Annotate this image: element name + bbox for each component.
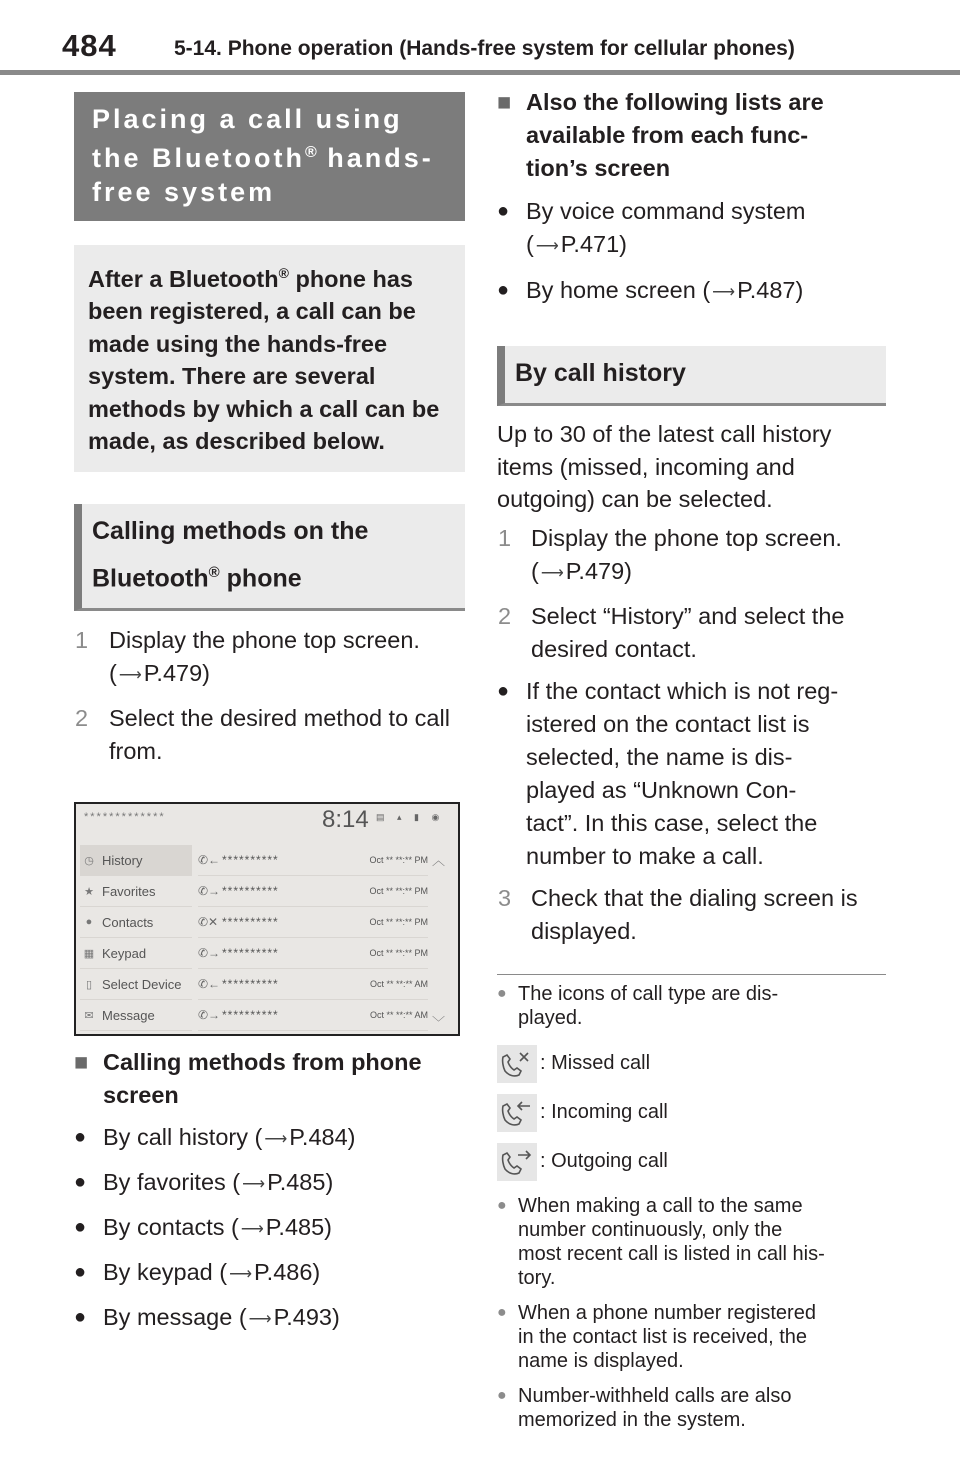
bullet-icon: ●: [74, 1126, 87, 1149]
call-history-list: [198, 845, 428, 1031]
menu-item-contacts[interactable]: ● Contacts: [80, 907, 192, 938]
menu-item-history[interactable]: ◷ History: [80, 845, 192, 876]
call-history-steps: [497, 522, 886, 948]
outgoing-call-icon: ✆→: [198, 884, 221, 899]
bullet-icon: ●: [74, 1216, 87, 1239]
step: 2 Select the desired method to call from.: [75, 705, 450, 765]
call-row[interactable]: ✆✕ ********** Oct ** **:** PM: [198, 907, 428, 938]
note-bullet-icon: ●: [497, 984, 507, 1002]
device-icon: ▯: [85, 978, 93, 991]
bullet-icon: ●: [497, 200, 510, 222]
call-row[interactable]: ✆→ ********** Oct ** **:** PM: [198, 938, 428, 969]
bullet-icon: ●: [74, 1261, 87, 1284]
menu-item-keypad[interactable]: ▦ Keypad: [80, 938, 192, 969]
page-header: [0, 0, 960, 78]
note-bullet-icon: ●: [497, 1303, 507, 1321]
chapter-title: 5-14. Phone operation (Hands-free system for cellular phones): [174, 37, 795, 60]
phone-screen-screenshot: [74, 802, 460, 1036]
note: ● When a phone number registered in the contact list is received, the name is displayed.: [497, 1301, 816, 1372]
square-bullet-icon: ■: [74, 1049, 89, 1076]
person-icon: ●: [85, 916, 93, 929]
list-item: ● By call history ( ⟶P.484): [74, 1121, 465, 1157]
list-item: ● If the contact which is not reg- istered on the contact list is selected, the name is dis- played as “Unknown Con- tact”. In this case, select the number to make a call.: [497, 675, 886, 873]
subheading-phone-screen: ■ Calling methods from phone screen: [74, 1046, 465, 1112]
header-rule: [0, 70, 960, 75]
bullet-icon: ●: [74, 1171, 87, 1194]
arrow-right-icon: ⟶: [118, 667, 142, 685]
arrow-right-icon: ⟶: [248, 1311, 272, 1329]
note: ● Number-withheld calls are also memorized in the system.: [497, 1384, 792, 1431]
bullet-icon: ●: [497, 679, 510, 702]
intro-box: After a Bluetooth® phone has been registered, a call can be made using the hands-free system. There are several methods by which a call can be made, as described below.: [74, 245, 465, 472]
outgoing-call-icon: [497, 1143, 537, 1181]
call-row[interactable]: ✆→ ********** Oct ** **:** AM: [198, 1000, 428, 1031]
missed-call-icon: [497, 1045, 537, 1083]
note-bullet-icon: ●: [497, 1386, 507, 1404]
left-column: [74, 92, 465, 1337]
notes-divider: [497, 974, 886, 975]
note-bullet-icon: ●: [497, 1196, 507, 1214]
right-column: [497, 86, 886, 1432]
steps-list: [74, 624, 465, 768]
list-item: ● By favorites ( ⟶P.485): [74, 1166, 465, 1202]
envelope-icon: ✉: [84, 1009, 94, 1022]
list-item: ● By home screen ( ⟶P.487): [497, 274, 886, 310]
menu-item-message[interactable]: ✉ Message: [80, 1000, 192, 1031]
bullet-icon: ●: [74, 1306, 87, 1329]
star-icon: ★: [84, 885, 94, 898]
methods-list: [74, 1121, 465, 1337]
scroll-down-icon[interactable]: ﹀: [432, 1015, 446, 1031]
scrollbar[interactable]: [432, 850, 450, 1030]
call-history-description: Up to 30 of the latest call history items (missed, incoming and outgoing) can be selected.: [497, 421, 832, 512]
screen-menu: [80, 845, 192, 1031]
topic-title-box: Placing a call using the Bluetooth® hands-free system: [74, 92, 465, 221]
step: 2 Select “History” and select the desired contact.: [498, 602, 845, 662]
call-type-incoming: : Incoming call: [497, 1093, 886, 1133]
bullet-icon: ●: [497, 279, 510, 301]
call-row[interactable]: ✆← ********** Oct ** **:** PM: [198, 845, 428, 876]
call-row[interactable]: ✆→ ********** Oct ** **:** PM: [198, 876, 428, 907]
incoming-call-icon: ✆←: [198, 853, 221, 868]
arrow-right-icon: ⟶: [712, 284, 736, 301]
list-item: ● By contacts ( ⟶P.485): [74, 1211, 465, 1247]
arrow-right-icon: ⟶: [540, 564, 564, 582]
incoming-call-icon: [497, 1094, 537, 1132]
call-type-missed: : Missed call: [497, 1044, 886, 1084]
arrow-right-icon: ⟶: [229, 1266, 253, 1284]
outgoing-call-icon: ✆→: [198, 1008, 221, 1023]
arrow-right-icon: ⟶: [535, 238, 559, 255]
function-lists: [497, 195, 886, 310]
menu-item-favorites[interactable]: ★ Favorites: [80, 876, 192, 907]
notes: [497, 982, 886, 1432]
step: 1 Display the phone top screen. ( ⟶P.479): [498, 524, 842, 584]
square-bullet-icon: ■: [497, 89, 512, 115]
missed-call-icon: ✆✕: [198, 915, 219, 930]
scroll-up-icon[interactable]: ︿: [432, 853, 446, 869]
screen-clock: 8:14: [322, 806, 369, 834]
arrow-right-icon: ⟶: [264, 1131, 288, 1149]
clock-icon: ◷: [84, 854, 94, 867]
page-number: 484: [62, 28, 117, 63]
menu-item-select-device[interactable]: ▯ Select Device: [80, 969, 192, 1000]
call-row[interactable]: ✆← ********** Oct ** **:** AM: [198, 969, 428, 1000]
subheading-function-lists: ■ Also the following lists are available from each func- tion’s screen: [497, 86, 886, 185]
call-type-outgoing: : Outgoing call: [497, 1142, 886, 1182]
section-heading-calling-methods: Calling methods on the Bluetooth® phone: [74, 504, 465, 611]
screen-title: *************: [84, 811, 166, 824]
outgoing-call-icon: ✆→: [198, 946, 221, 961]
step: 3 Check that the dialing screen is displayed.: [498, 884, 858, 944]
arrow-right-icon: ⟶: [240, 1221, 264, 1239]
list-item: ● By message ( ⟶P.493): [74, 1301, 465, 1337]
step: 1 Display the phone top screen. ( ⟶P.479): [75, 627, 420, 687]
status-icons: ▤ ▴ ▮ ◉: [376, 812, 445, 823]
arrow-right-icon: ⟶: [242, 1176, 266, 1194]
note: ● When making a call to the same number continuously, only the most recent call is listed in call his- tory.: [497, 1194, 825, 1289]
section-heading-call-history: By call history: [497, 346, 886, 406]
incoming-call-icon: ✆←: [198, 977, 221, 992]
list-item: ● By keypad ( ⟶P.486): [74, 1256, 465, 1292]
list-item: ● By voice command system ( ⟶P.471): [497, 195, 886, 264]
note: ● The icons of call type are dis- played.: [497, 982, 779, 1029]
keypad-icon: ▦: [83, 947, 95, 960]
